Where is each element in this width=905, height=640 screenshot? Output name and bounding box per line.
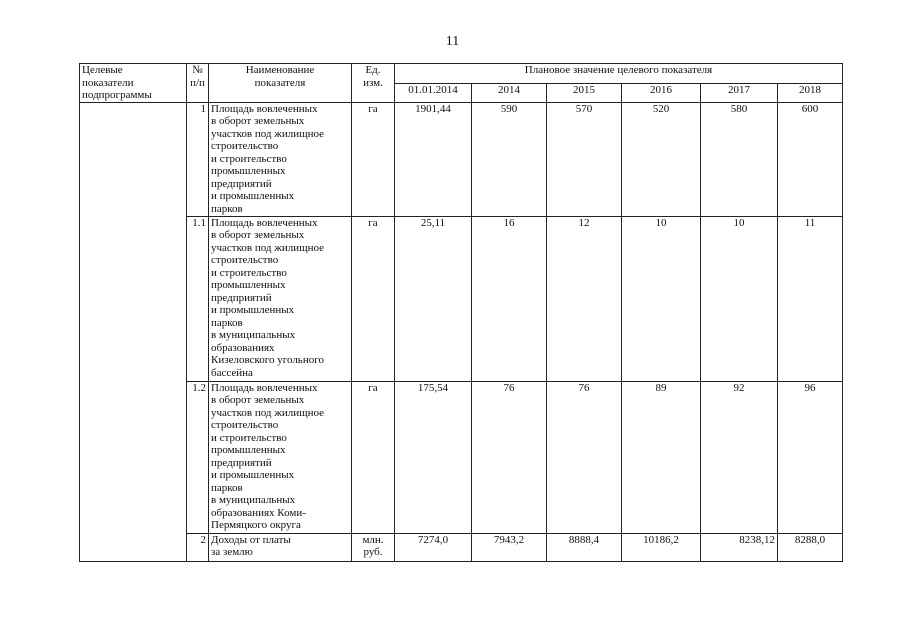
table-row <box>80 216 843 381</box>
header-year: 2015 <box>547 83 622 102</box>
indicator-name: Площадь вовлеченных в оборот земельных участков под жилищное строительство и строительство промышленных предприятий и промышленных парков в муниципальных образованиях Коми- Пермяцкого округа <box>209 381 352 533</box>
header-year: 2017 <box>701 83 778 102</box>
value-cell: 600 <box>778 102 843 216</box>
value-cell: 580 <box>701 102 778 216</box>
indicator-name: Площадь вовлеченных в оборот земельных участков под жилищное строительство и строительство промышленных предприятий и промышленных парков <box>209 102 352 216</box>
unit-cell: млн. руб. <box>352 533 395 561</box>
page-number: 11 <box>445 34 460 49</box>
value-cell: 8288,0 <box>778 533 843 561</box>
table-row <box>80 381 843 533</box>
row-number: 1.1 <box>187 216 209 381</box>
unit-cell: га <box>352 102 395 216</box>
value-cell: 89 <box>622 381 701 533</box>
row-number: 1.2 <box>187 381 209 533</box>
value-cell: 96 <box>778 381 843 533</box>
value-cell: 175,54 <box>395 381 472 533</box>
value-cell: 11 <box>778 216 843 381</box>
unit-cell: га <box>352 216 395 381</box>
header-planned-value: Плановое значение целевого показателя <box>395 64 843 84</box>
header-row <box>80 64 843 84</box>
value-cell: 12 <box>547 216 622 381</box>
value-cell: 8238,12 <box>701 533 778 561</box>
header-goal-indicators: Целевые показатели подпрограммы <box>80 64 187 103</box>
header-indicator-name: Наименование показателя <box>209 64 352 103</box>
value-cell: 76 <box>472 381 547 533</box>
row-number: 2 <box>187 533 209 561</box>
header-year: 2016 <box>622 83 701 102</box>
value-cell: 10 <box>701 216 778 381</box>
value-cell: 8888,4 <box>547 533 622 561</box>
value-cell: 1901,44 <box>395 102 472 216</box>
value-cell: 92 <box>701 381 778 533</box>
value-cell: 7943,2 <box>472 533 547 561</box>
indicator-name: Доходы от платы за землю <box>209 533 352 561</box>
value-cell: 16 <box>472 216 547 381</box>
table-row <box>80 102 843 216</box>
value-cell: 25,11 <box>395 216 472 381</box>
value-cell: 570 <box>547 102 622 216</box>
row-number: 1 <box>187 102 209 216</box>
header-year: 2014 <box>472 83 547 102</box>
header-year: 2018 <box>778 83 843 102</box>
value-cell: 10 <box>622 216 701 381</box>
value-cell: 520 <box>622 102 701 216</box>
header-year: 01.01.2014 <box>395 83 472 102</box>
header-unit: Ед. изм. <box>352 64 395 103</box>
target-indicators-table <box>79 63 843 562</box>
value-cell: 76 <box>547 381 622 533</box>
unit-cell: га <box>352 381 395 533</box>
value-cell: 7274,0 <box>395 533 472 561</box>
indicator-name: Площадь вовлеченных в оборот земельных участков под жилищное строительство и строительство промышленных предприятий и промышленных парков в муниципальных образованиях Кизеловского угольного бассейна <box>209 216 352 381</box>
table-row <box>80 533 843 561</box>
goal-indicators-cell <box>80 102 187 561</box>
value-cell: 10186,2 <box>622 533 701 561</box>
value-cell: 590 <box>472 102 547 216</box>
header-number: № п/п <box>187 64 209 103</box>
